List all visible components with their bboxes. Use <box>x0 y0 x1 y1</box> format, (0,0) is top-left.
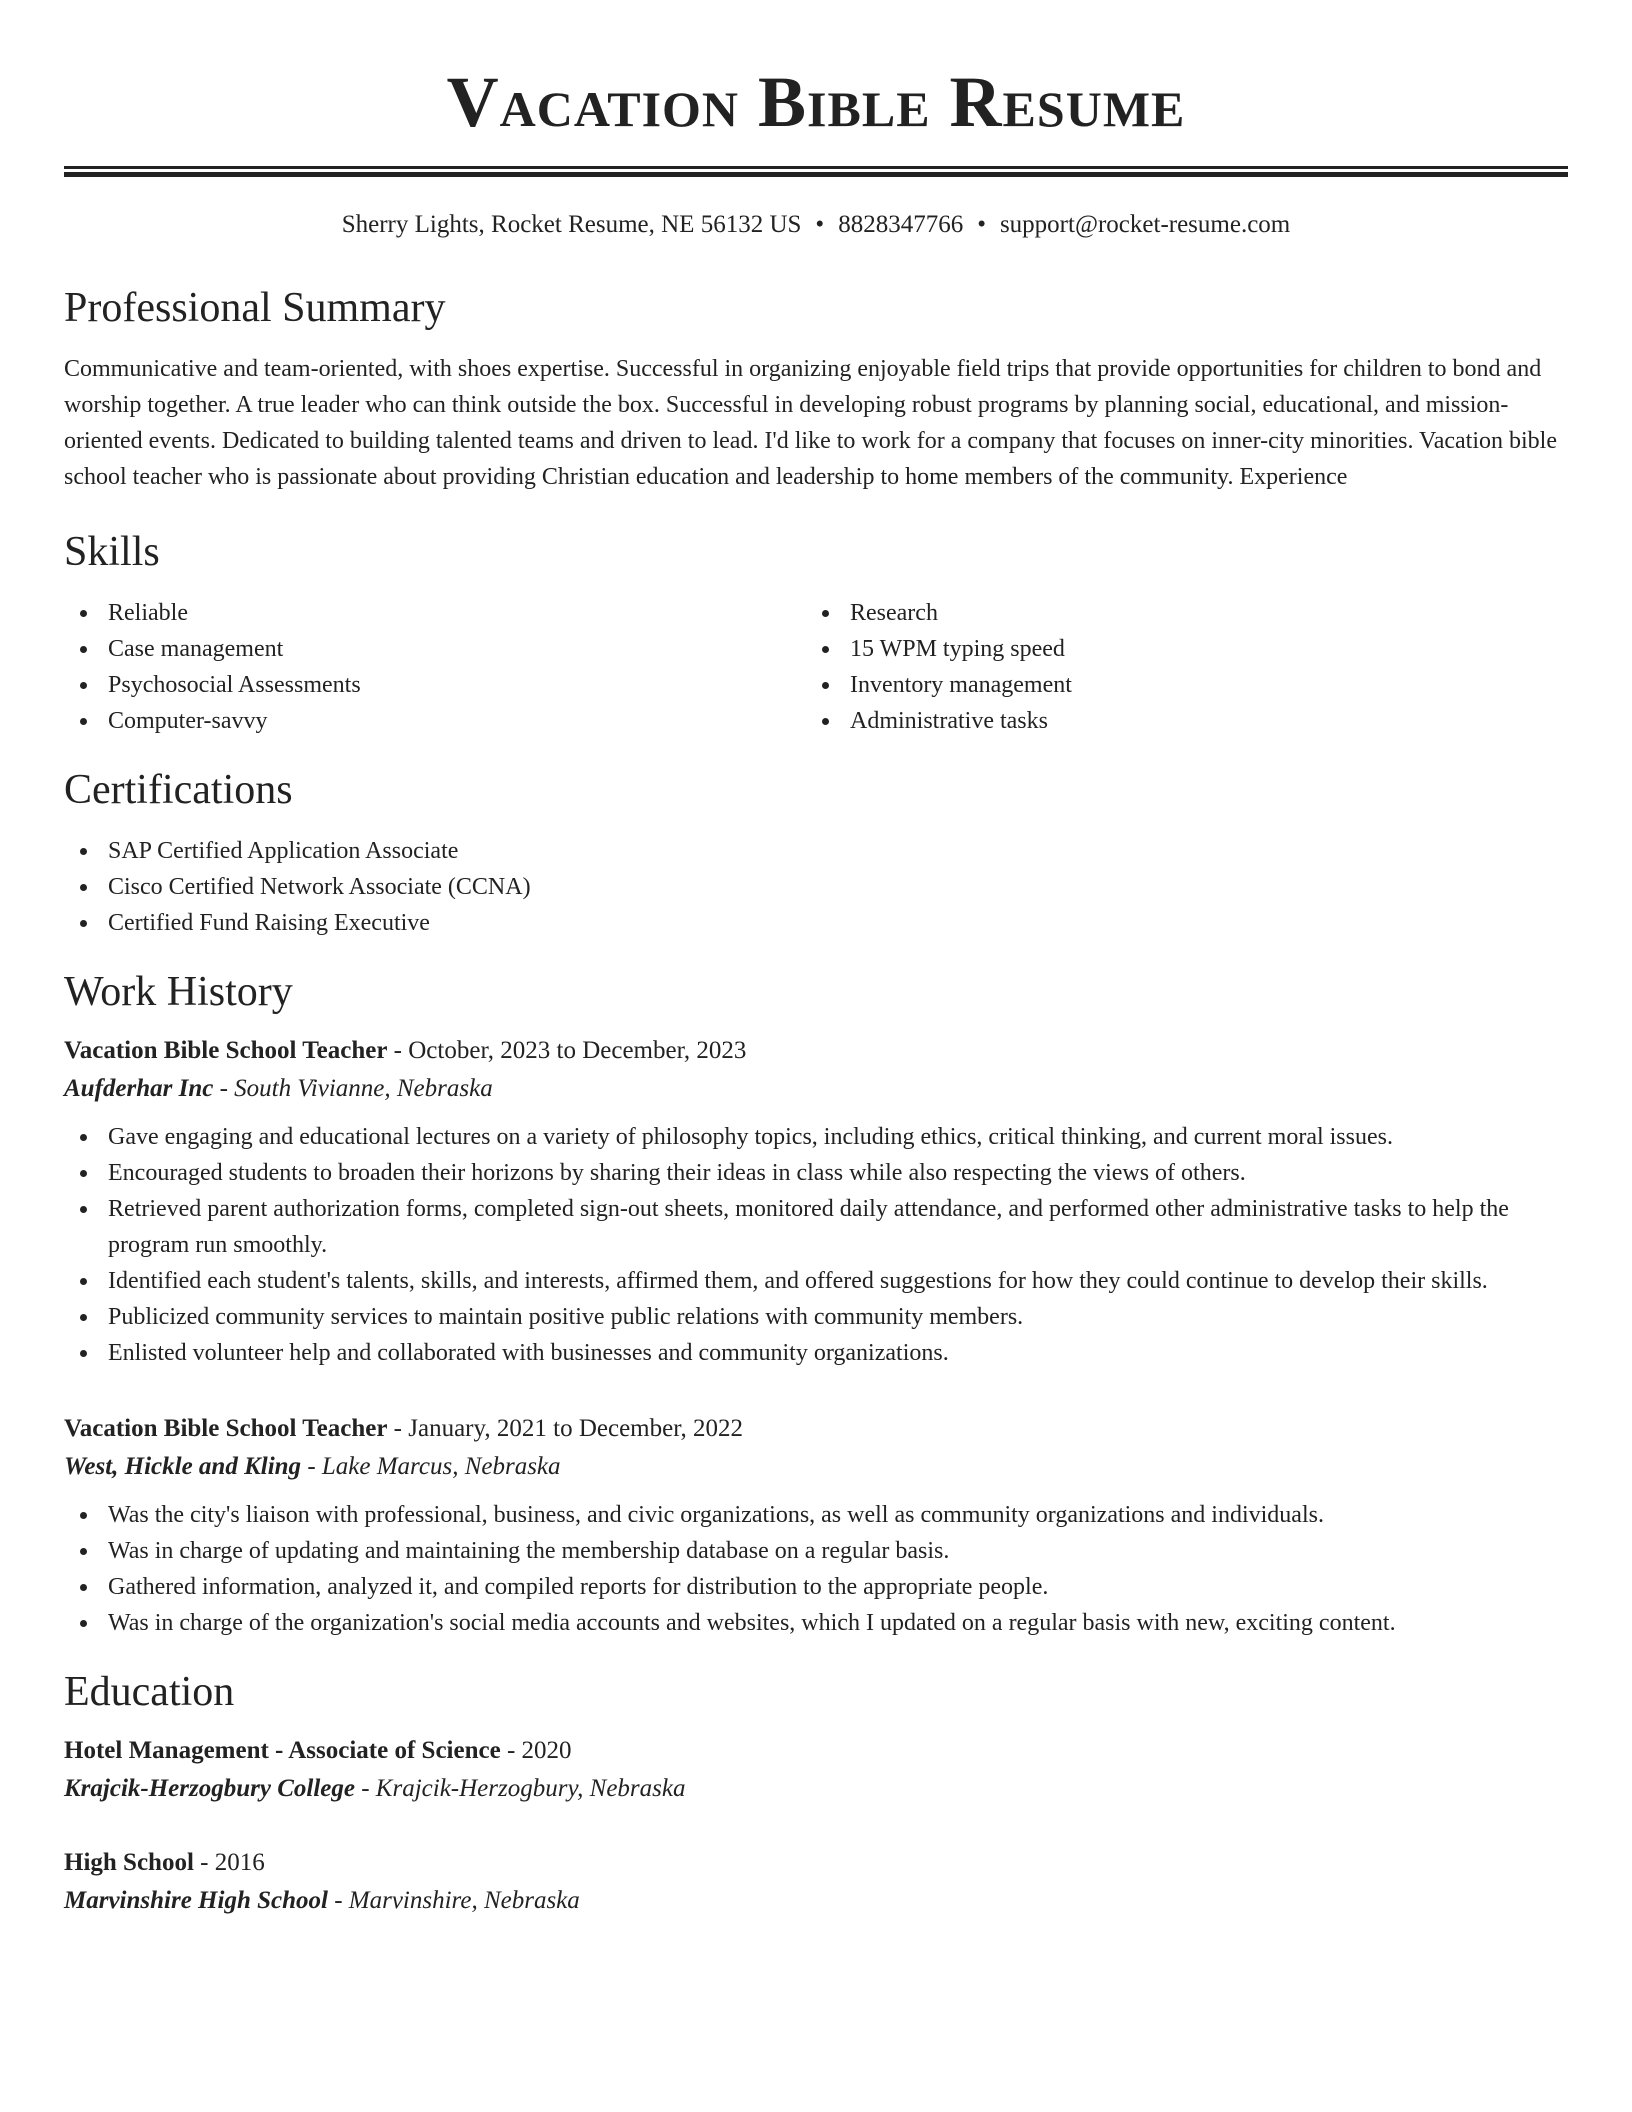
job-duty: Enlisted volunteer help and collaborated with businesses and community organizations. <box>64 1335 1568 1371</box>
education-location: Marvinshire, Nebraska <box>348 1887 580 1914</box>
certifications-list <box>64 833 1568 941</box>
certification-item: Certified Fund Raising Executive <box>64 905 1568 941</box>
education-entry <box>64 1843 1568 1919</box>
job-duty: Was the city's liaison with professional, business, and civic organizations, as well as community organizations and individuals. <box>64 1497 1568 1533</box>
education-heading: Education <box>64 1669 235 1715</box>
job-location: Lake Marcus, Nebraska <box>321 1453 561 1480</box>
skills-columns <box>64 595 1568 739</box>
job-duty: Encouraged students to broaden their horizons by sharing their ideas in class while also respecting the views of others. <box>64 1155 1568 1191</box>
title-divider <box>64 166 1568 177</box>
job-title: Vacation Bible School Teacher <box>64 1415 388 1442</box>
job-duty: Gathered information, analyzed it, and compiled reports for distribution to the appropriate people. <box>64 1569 1568 1605</box>
education-school-line: Marvinshire High School - Marvinshire, Nebraska <box>64 1887 580 1914</box>
job-duty: Publicized community services to maintain positive public relations with community members. <box>64 1299 1568 1335</box>
job-title: Vacation Bible School Teacher <box>64 1037 388 1064</box>
certifications-heading: Certifications <box>64 767 293 813</box>
education-degree: Hotel Management - Associate of Science <box>64 1737 501 1764</box>
summary-heading: Professional Summary <box>64 285 446 331</box>
job-company: West, Hickle and Kling <box>64 1453 302 1480</box>
skills-list-right <box>806 595 1548 739</box>
job-header: Vacation Bible School Teacher - October, 2023 to December, 2023 <box>64 1037 747 1064</box>
job-duties <box>64 1497 1568 1641</box>
certification-item: Cisco Certified Network Associate (CCNA) <box>64 869 1568 905</box>
job-duty: Identified each student's talents, skills, and interests, affirmed them, and offered suggestions for how they could continue to develop their skills. <box>64 1263 1568 1299</box>
skill-item: Case management <box>64 631 806 667</box>
education-header: Hotel Management - Associate of Science - 2020 <box>64 1737 572 1764</box>
education-school: Krajcik-Herzogbury College <box>64 1775 355 1802</box>
contact-line <box>64 209 1568 241</box>
job-dates: January, 2021 to December, 2022 <box>408 1415 744 1442</box>
job-duties <box>64 1119 1568 1371</box>
summary-text: Communicative and team-oriented, with shoes expertise. Successful in organizing enjoyable field trips that provide opportunities for children to bond and worship together. A true leader who can think outside the box. Successful in developing robust programs by planning social, educational, and mission-oriented events. Dedicated to building talented teams and driven to lead. I'd like to work for a company that focuses on inner-city minorities. Vacation bible school teacher who is passionate about providing Christian education and leadership to home members of the community. Experience <box>64 356 1557 490</box>
job-duty: Gave engaging and educational lectures on a variety of philosophy topics, including ethics, critical thinking, and current moral issues. <box>64 1119 1568 1155</box>
skill-item: Psychosocial Assessments <box>64 667 806 703</box>
education-school-line: Krajcik-Herzogbury College - Krajcik-Herzogbury, Nebraska <box>64 1775 686 1802</box>
work-history-heading: Work History <box>64 969 293 1015</box>
contact-email: support@rocket-resume.com <box>999 211 1291 238</box>
resume-title: Vacation Bible Resume <box>446 62 1186 142</box>
job-entry <box>64 1031 1568 1371</box>
education-school: Marvinshire High School <box>64 1887 328 1914</box>
job-employer-line: West, Hickle and Kling - Lake Marcus, Nebraska <box>64 1453 561 1480</box>
skill-item: Research <box>806 595 1548 631</box>
education-year: 2020 <box>521 1737 572 1764</box>
contact-address: Sherry Lights, Rocket Resume, NE 56132 US <box>341 211 802 238</box>
education-year: 2016 <box>214 1849 265 1876</box>
education-header: High School - 2016 <box>64 1849 265 1876</box>
certification-item: SAP Certified Application Associate <box>64 833 1568 869</box>
education-location: Krajcik-Herzogbury, Nebraska <box>375 1775 686 1802</box>
job-duty: Was in charge of the organization's social media accounts and websites, which I updated on a regular basis with new, exciting content. <box>64 1605 1568 1641</box>
contact-separator: • <box>977 211 986 238</box>
contact-phone: 8828347766 <box>838 211 964 238</box>
job-location: South Vivianne, Nebraska <box>234 1075 493 1102</box>
education-entry <box>64 1731 1568 1807</box>
job-duty: Retrieved parent authorization forms, completed sign-out sheets, monitored daily attendance, and performed other administrative tasks to help the program run smoothly. <box>64 1191 1568 1263</box>
skills-list-left <box>64 595 806 739</box>
skill-item: Inventory management <box>806 667 1548 703</box>
job-company: Aufderhar Inc <box>64 1075 214 1102</box>
skills-heading: Skills <box>64 529 160 575</box>
contact-separator: • <box>815 211 825 238</box>
job-header: Vacation Bible School Teacher - January, 2021 to December, 2022 <box>64 1415 744 1442</box>
job-duty: Was in charge of updating and maintaining the membership database on a regular basis. <box>64 1533 1568 1569</box>
skill-item: Computer-savvy <box>64 703 806 739</box>
skill-item: Administrative tasks <box>806 703 1548 739</box>
skill-item: Reliable <box>64 595 806 631</box>
job-dates: October, 2023 to December, 2023 <box>408 1037 747 1064</box>
job-entry <box>64 1409 1568 1641</box>
skill-item: 15 WPM typing speed <box>806 631 1548 667</box>
job-employer-line: Aufderhar Inc - South Vivianne, Nebraska <box>64 1075 493 1102</box>
education-degree: High School <box>64 1849 194 1876</box>
